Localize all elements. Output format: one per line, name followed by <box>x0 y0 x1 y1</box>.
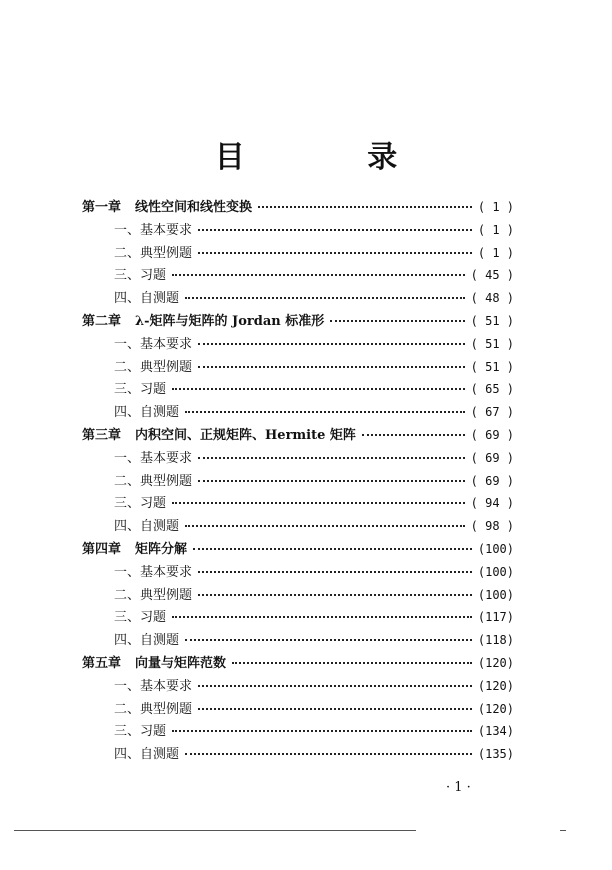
toc-page-number: ( 1 ) <box>477 200 514 214</box>
toc-section-row[interactable] <box>82 675 514 698</box>
section-title: 一、基本要求 <box>114 450 193 466</box>
toc-entry-label <box>114 447 192 466</box>
chapter-title: 向量与矩阵范数 <box>135 655 227 671</box>
toc-chapter-row[interactable] <box>82 196 514 219</box>
toc-entry-label <box>114 401 179 420</box>
toc-entry-label <box>114 743 179 762</box>
toc-section-row[interactable] <box>82 720 514 743</box>
toc-page-number: ( 51 ) <box>470 336 514 351</box>
toc-page-number: (135) <box>477 747 514 762</box>
toc-section-row[interactable] <box>82 698 514 721</box>
dot-leader <box>198 251 472 254</box>
toc-section-row[interactable] <box>82 447 514 470</box>
section-title: 三、习题 <box>114 268 167 284</box>
section-title: 一、基本要求 <box>114 678 193 694</box>
section-title: 一、基本要求 <box>114 564 193 580</box>
toc-section-row[interactable] <box>82 515 514 538</box>
chapter-number: 第一章 <box>82 200 122 215</box>
dot-leader <box>198 456 465 459</box>
toc-page-number: ( 94 ) <box>470 496 514 511</box>
toc-page-number: ( 1 ) <box>477 245 514 260</box>
toc-section-row[interactable] <box>82 333 514 356</box>
section-title: 三、习题 <box>114 610 167 626</box>
toc-entry-label <box>114 219 192 238</box>
toc-page-number: ( 51 ) <box>470 313 514 328</box>
toc-entry-label <box>114 698 192 717</box>
dot-leader <box>185 410 465 413</box>
section-title: 一、基本要求 <box>114 336 193 352</box>
dot-leader <box>198 228 472 231</box>
dot-leader <box>172 273 465 276</box>
toc-page-number: ( 69 ) <box>470 427 514 442</box>
dot-leader <box>198 684 472 687</box>
toc-page-number: ( 48 ) <box>470 291 514 306</box>
section-title: 二、典型例题 <box>114 473 193 489</box>
dot-leader <box>193 547 472 550</box>
toc-page-number: ( 98 ) <box>470 519 514 534</box>
toc-entry-label <box>114 287 179 306</box>
chapter-title: λ-矩阵与矩阵的 Jordan 标准形 <box>135 313 325 329</box>
toc-page-number: (134) <box>477 724 514 739</box>
dot-leader <box>198 570 472 573</box>
dot-leader <box>172 387 465 390</box>
toc-section-row[interactable] <box>82 264 514 287</box>
toc-entry-label <box>114 720 166 739</box>
toc-chapter-row[interactable] <box>82 424 514 447</box>
toc-section-row[interactable] <box>82 356 514 379</box>
dot-leader <box>198 707 472 710</box>
section-title: 二、典型例题 <box>114 359 193 375</box>
toc-chapter-row[interactable] <box>82 538 514 561</box>
toc-chapter-row[interactable] <box>82 310 514 333</box>
dot-leader <box>185 524 465 527</box>
bottom-rule-mark <box>560 830 566 832</box>
toc-entry-label <box>114 333 192 352</box>
toc-entry-label <box>114 515 179 534</box>
toc-page-number: ( 67 ) <box>470 405 514 420</box>
toc-section-row[interactable] <box>82 219 514 242</box>
section-title: 一、基本要求 <box>114 222 193 238</box>
table-of-contents <box>82 196 514 766</box>
dot-leader <box>198 593 472 596</box>
toc-section-row[interactable] <box>82 743 514 766</box>
toc-entry-label <box>82 424 356 443</box>
toc-page-number: (100) <box>477 564 514 579</box>
toc-entry-label <box>114 606 166 625</box>
toc-page-number: ( 69 ) <box>470 450 514 465</box>
page-title: 目 录 <box>214 140 454 175</box>
toc-section-row[interactable] <box>82 470 514 493</box>
dot-leader <box>198 479 465 482</box>
dot-leader <box>232 661 472 664</box>
dot-leader <box>362 433 465 436</box>
toc-section-row[interactable] <box>82 492 514 515</box>
bottom-rule <box>14 830 416 832</box>
toc-page-number: (118) <box>477 633 514 648</box>
toc-section-row[interactable] <box>82 584 514 607</box>
chapter-title: 矩阵分解 <box>135 541 188 557</box>
toc-entry-label <box>114 264 166 283</box>
toc-page-number: (120) <box>477 678 514 693</box>
section-title: 四、自测题 <box>114 747 180 763</box>
toc-entry-label <box>114 675 192 694</box>
chapter-title: 线性空间和线性变换 <box>135 200 253 215</box>
dot-leader <box>172 501 465 504</box>
page-number: · 1 · <box>446 780 471 795</box>
section-title: 四、自测题 <box>114 519 180 535</box>
section-title: 四、自测题 <box>114 405 180 421</box>
toc-page-number: ( 51 ) <box>470 359 514 374</box>
toc-entry-label <box>114 584 192 603</box>
toc-entry-label <box>82 196 252 215</box>
section-title: 二、典型例题 <box>114 701 193 717</box>
toc-entry-label <box>114 470 192 489</box>
section-title: 三、习题 <box>114 382 167 398</box>
toc-chapter-row[interactable] <box>82 652 514 675</box>
section-title: 四、自测题 <box>114 291 180 307</box>
dot-leader <box>330 319 464 322</box>
toc-page-number: (117) <box>477 610 514 625</box>
toc-page-number: ( 69 ) <box>470 473 514 488</box>
toc-section-row[interactable] <box>82 401 514 424</box>
toc-page-number: ( 45 ) <box>470 268 514 283</box>
dot-leader <box>172 615 472 618</box>
section-title: 二、典型例题 <box>114 587 193 603</box>
toc-section-row[interactable] <box>82 629 514 652</box>
dot-leader <box>258 205 472 208</box>
toc-entry-label <box>114 492 166 511</box>
toc-entry-label <box>114 242 192 261</box>
toc-entry-label <box>114 356 192 375</box>
dot-leader <box>185 638 472 641</box>
toc-entry-label <box>114 629 179 648</box>
toc-page-number: (120) <box>477 655 514 670</box>
toc-page-number: (120) <box>477 701 514 716</box>
toc-entry-label <box>114 561 192 580</box>
section-title: 二、典型例题 <box>114 245 193 261</box>
toc-section-row[interactable] <box>82 242 514 265</box>
dot-leader <box>198 342 465 345</box>
chapter-title: 内积空间、正规矩阵、Hermite 矩阵 <box>135 427 356 443</box>
toc-entry-label <box>82 538 187 557</box>
toc-page-number: (100) <box>477 587 514 602</box>
section-title: 四、自测题 <box>114 633 180 649</box>
dot-leader <box>185 296 465 299</box>
toc-section-row[interactable] <box>82 561 514 584</box>
toc-page-number: ( 1 ) <box>477 222 514 237</box>
chapter-number: 第五章 <box>82 655 122 671</box>
toc-section-row[interactable] <box>82 378 514 401</box>
dot-leader <box>198 365 465 368</box>
toc-entry-label <box>82 310 324 329</box>
toc-page-number: (100) <box>477 541 514 556</box>
section-title: 三、习题 <box>114 724 167 740</box>
chapter-number: 第二章 <box>82 313 122 329</box>
toc-entry-label <box>114 378 166 397</box>
toc-section-row[interactable] <box>82 606 514 629</box>
toc-section-row[interactable] <box>82 287 514 310</box>
toc-entry-label <box>82 652 226 671</box>
dot-leader <box>172 729 472 732</box>
chapter-number: 第三章 <box>82 427 122 443</box>
toc-page-number: ( 65 ) <box>470 382 514 397</box>
chapter-number: 第四章 <box>82 541 122 557</box>
dot-leader <box>185 752 472 755</box>
section-title: 三、习题 <box>114 496 167 512</box>
